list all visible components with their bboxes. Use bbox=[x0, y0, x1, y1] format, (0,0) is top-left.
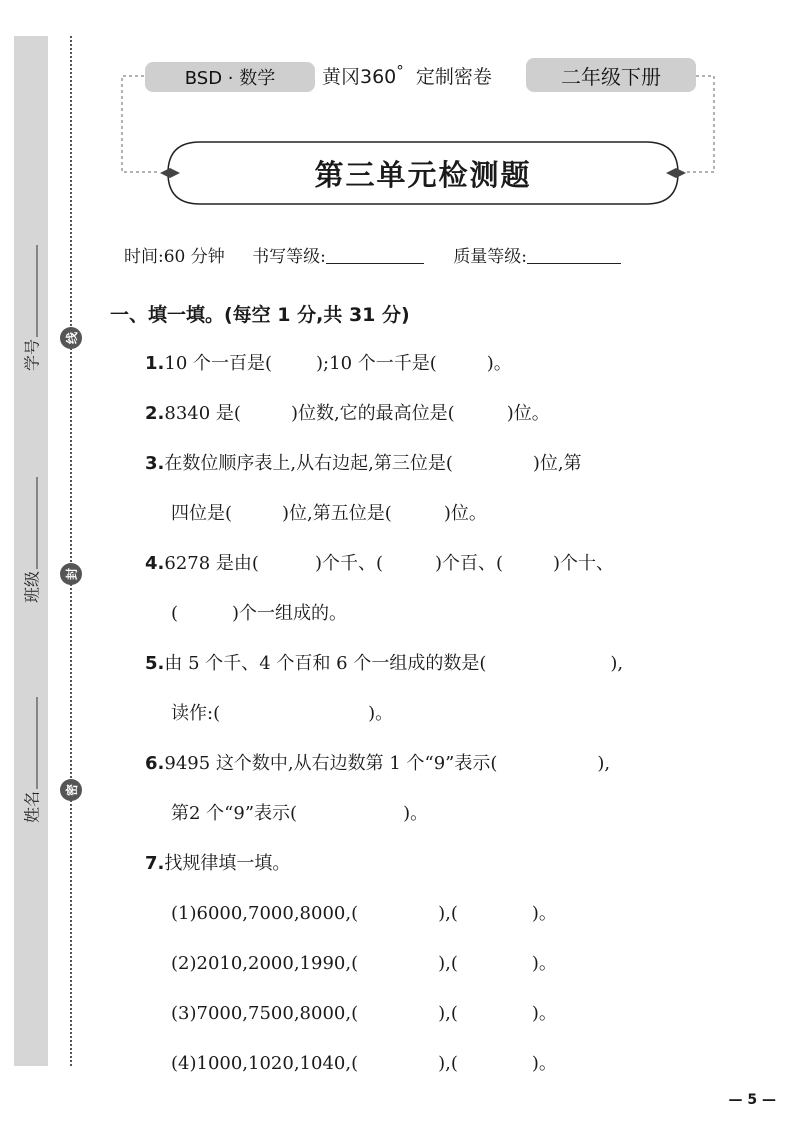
question-2: 2.8340 是( )位数,它的最高位是( )位。 bbox=[145, 403, 550, 424]
page-title: 第三单元检测题 bbox=[314, 157, 532, 192]
class-field[interactable] bbox=[20, 477, 43, 603]
question-number: 7. bbox=[145, 853, 165, 874]
name-label: 姓名 bbox=[22, 790, 42, 824]
pattern-item-3: (3)7000,7500,8000,( ),( )。 bbox=[171, 1003, 557, 1024]
question-1: 1.10 个一百是( );10 个一千是( )。 bbox=[145, 353, 512, 374]
name-blank[interactable] bbox=[25, 697, 38, 789]
brand-degree: ° bbox=[396, 62, 404, 80]
question-4-cont: ( )个一组成的。 bbox=[171, 603, 348, 624]
writing-grade-blank[interactable] bbox=[326, 249, 424, 264]
question-number: 5. bbox=[145, 653, 165, 674]
question-number: 2. bbox=[145, 403, 165, 424]
class-label: 班级 bbox=[22, 570, 42, 604]
question-number: 4. bbox=[145, 553, 165, 574]
seal-seal-mark: 封 bbox=[60, 563, 82, 585]
question-number: 3. bbox=[145, 453, 165, 474]
exam-meta bbox=[124, 242, 621, 267]
question-3-cont: 四位是( )位,第五位是( )位。 bbox=[171, 503, 487, 524]
question-3: 3.在数位顺序表上,从右边起,第三位是( )位,第 bbox=[145, 453, 582, 474]
question-number: 6. bbox=[145, 753, 165, 774]
page-number: — 5 — bbox=[728, 1092, 776, 1108]
question-6: 6.9495 这个数中,从右边数第 1 个“9”表示( ), bbox=[145, 753, 611, 774]
quality-grade-label: 质量等级: bbox=[453, 247, 528, 267]
writing-grade-label: 书写等级: bbox=[252, 247, 326, 267]
question-4: 4.6278 是由( )个千、( )个百、( )个十、 bbox=[145, 553, 615, 574]
question-5: 5.由 5 个千、4 个百和 6 个一组成的数是( ), bbox=[145, 653, 624, 674]
pattern-item-4: (4)1000,1020,1040,( ),( )。 bbox=[171, 1053, 557, 1074]
time-label: 时间:60 分钟 bbox=[124, 247, 225, 267]
quality-grade-blank[interactable] bbox=[527, 249, 621, 264]
question-6-cont: 第2 个“9”表示( )。 bbox=[171, 803, 429, 824]
student-id-label: 学号 bbox=[22, 338, 42, 372]
brand-title bbox=[322, 62, 492, 89]
question-7: 7.找规律填一填。 bbox=[145, 853, 291, 874]
brand-main: 黄冈360 bbox=[322, 66, 397, 88]
question-5-cont: 读作:( )。 bbox=[171, 703, 394, 724]
cut-line bbox=[70, 36, 72, 1066]
pattern-item-2: (2)2010,2000,1990,( ),( )。 bbox=[171, 953, 557, 974]
grade-badge: 二年级下册 bbox=[526, 58, 696, 92]
series-badge: BSD · 数学 bbox=[145, 62, 315, 92]
pattern-item-1: (1)6000,7000,8000,( ),( )。 bbox=[171, 903, 557, 924]
seal-line-mark: 线 bbox=[60, 327, 82, 349]
section-heading: 一、填一填。(每空 1 分,共 31 分) bbox=[110, 304, 410, 326]
class-blank[interactable] bbox=[25, 477, 38, 569]
brand-sub: 定制密卷 bbox=[415, 66, 492, 88]
seal-secret-mark: 密 bbox=[60, 779, 82, 801]
name-field[interactable] bbox=[20, 697, 43, 823]
student-id-blank[interactable] bbox=[25, 245, 38, 337]
student-id-field[interactable] bbox=[20, 245, 43, 371]
question-number: 1. bbox=[145, 353, 165, 374]
